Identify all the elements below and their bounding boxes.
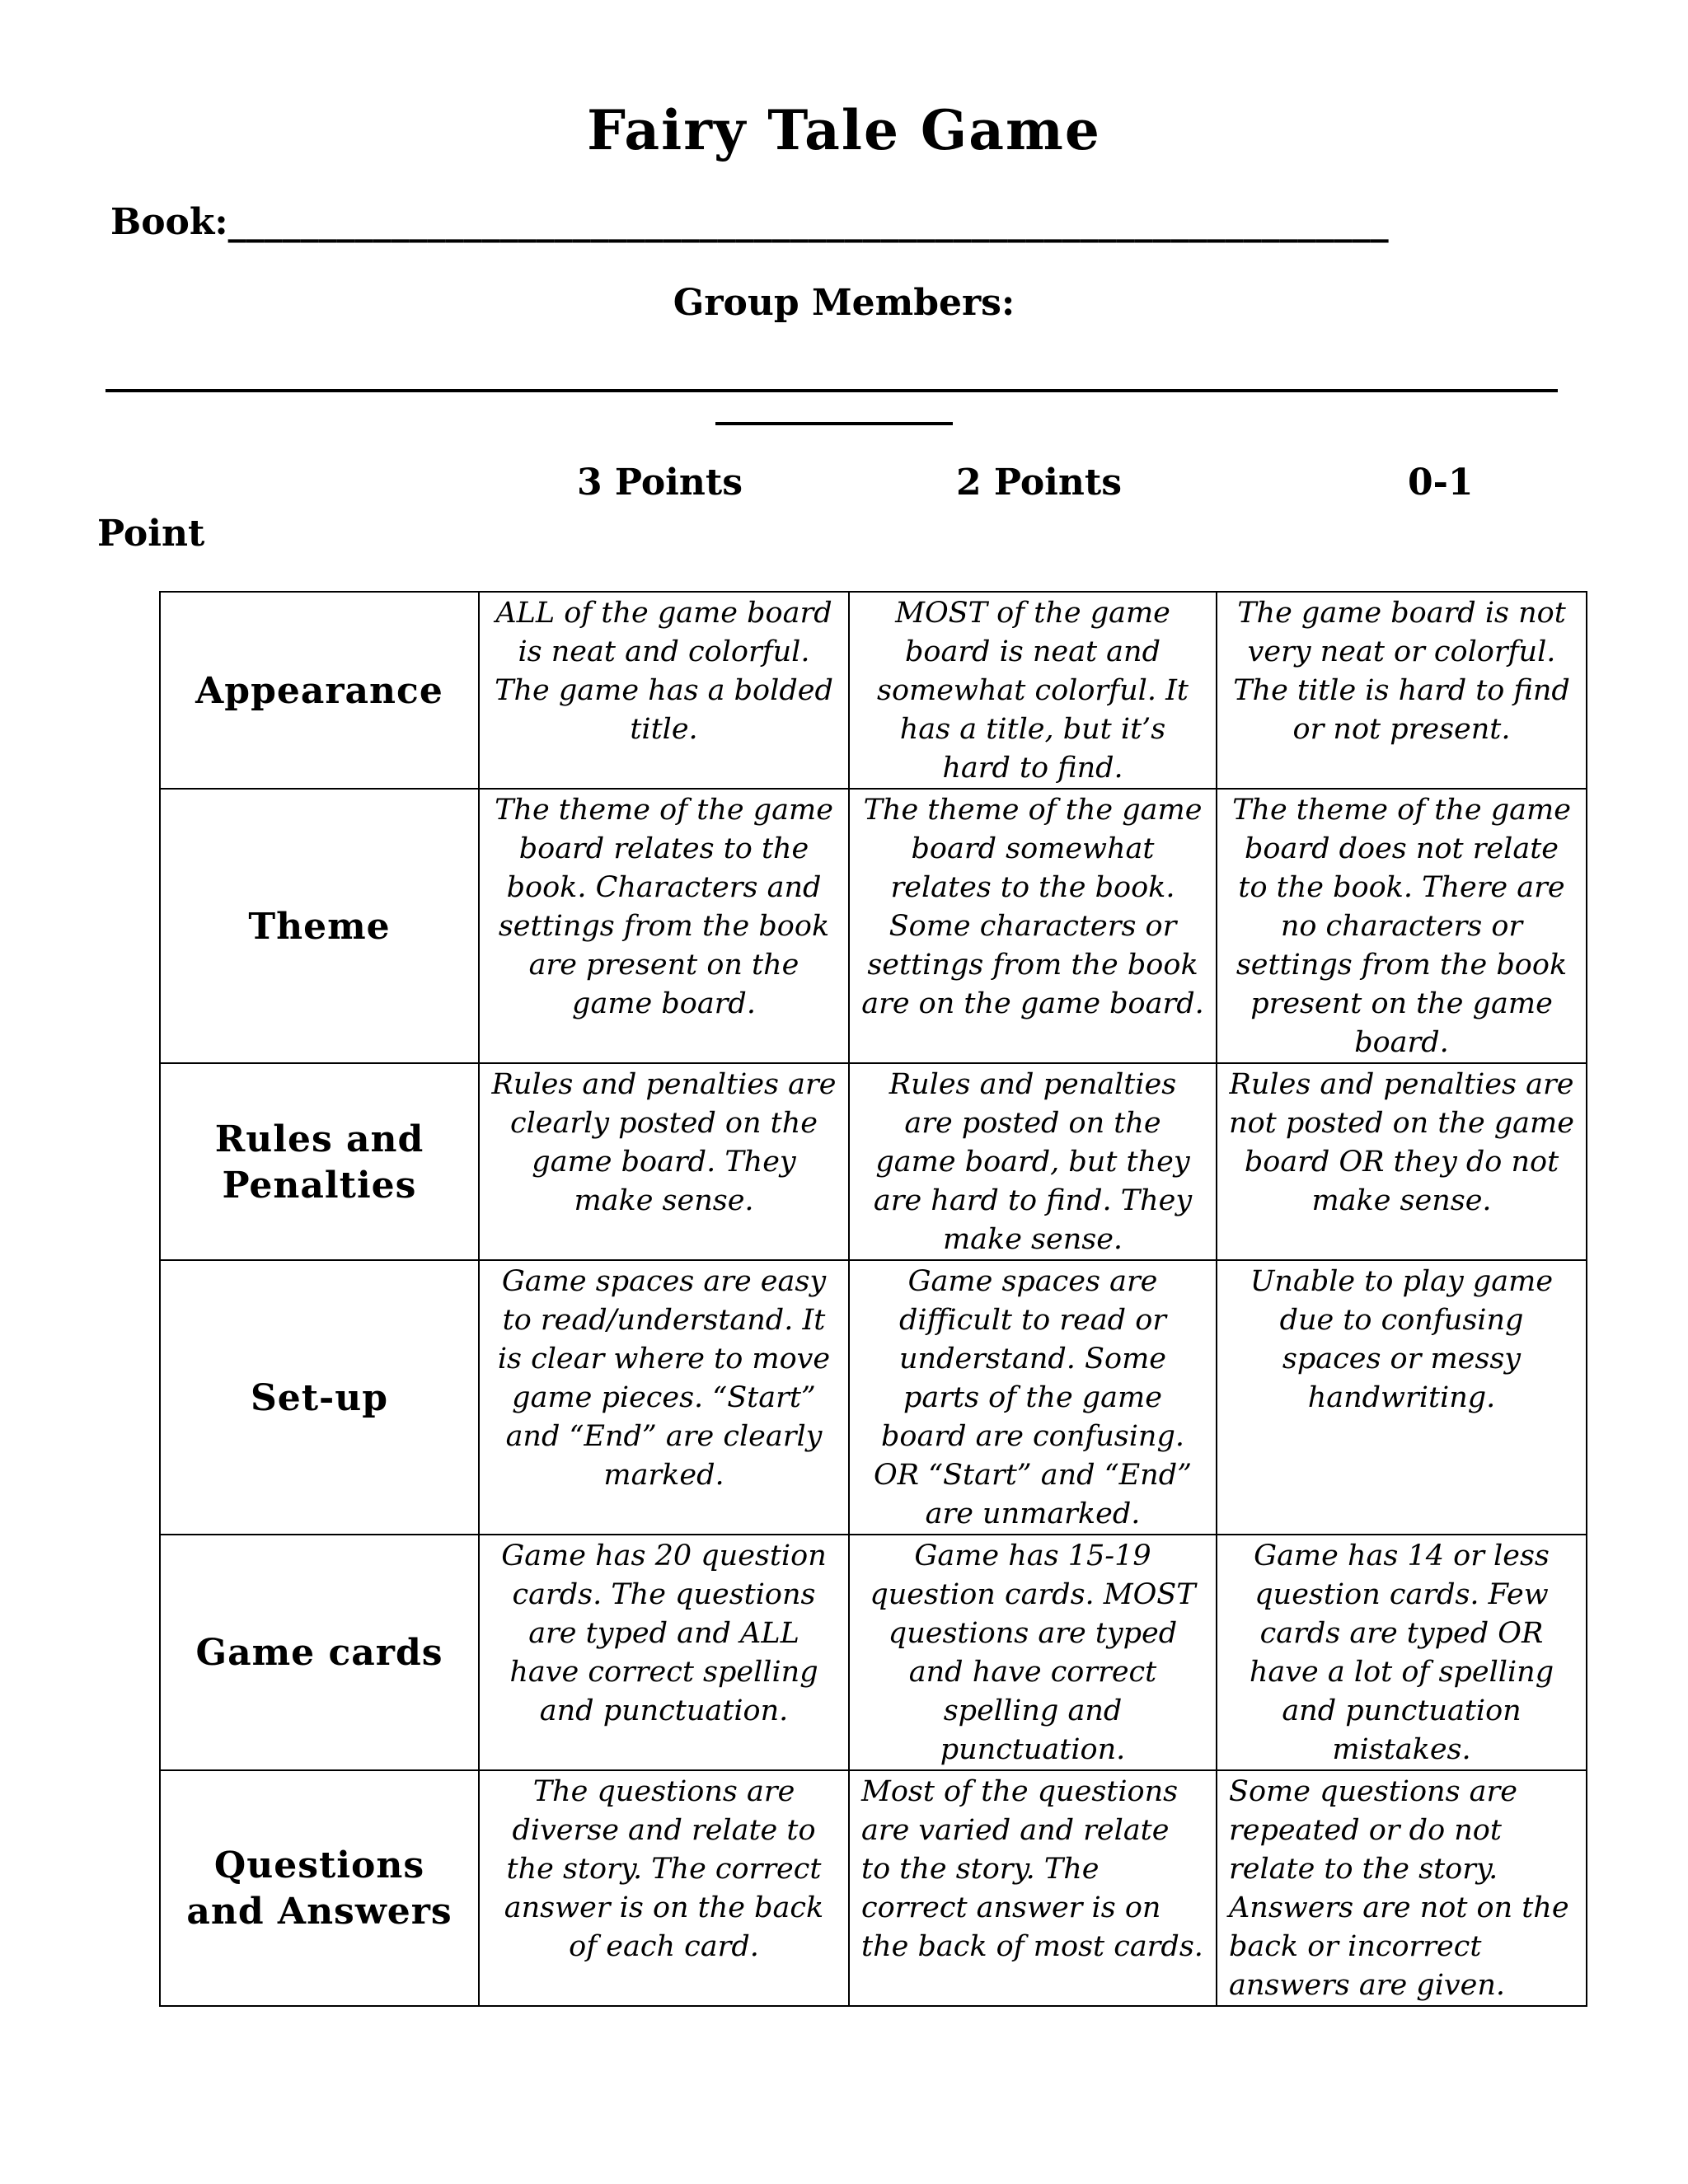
header-point-wrap: Point	[97, 513, 205, 555]
score-3-cell: ALL of the game board is neat and colorful. The game has a bolded title.	[479, 592, 849, 789]
score-2-cell: Rules and penalties are posted on the game board, but they are hard to find. They make sense.	[849, 1063, 1217, 1260]
table-row-questions-and-answers	[160, 1770, 1587, 2006]
score-3-cell: The theme of the game board relates to the book. Characters and settings from the book are present on the game board.	[479, 789, 849, 1063]
score-0-1-cell: The theme of the game board does not relate to the book. There are no characters or settings from the book present on the game board.	[1217, 789, 1587, 1063]
score-3-cell: Game has 20 question cards. The questions are typed and ALL have correct spelling and punctuation.	[479, 1535, 849, 1770]
score-0-1-cell: The game board is not very neat or colorful. The title is hard to find or not present.	[1217, 592, 1587, 789]
score-2-cell: Game spaces are difficult to read or understand. Some parts of the game board are confusing. OR “Start” and “End” are unmarked.	[849, 1260, 1217, 1535]
book-field[interactable]: Book:________________________________________________________________	[110, 201, 1389, 243]
header-0-1-points: 0-1	[1408, 462, 1474, 504]
score-0-1-cell: Some questions are repeated or do not relate to the story. Answers are not on the back or incorrect answers are given.	[1217, 1770, 1587, 2006]
score-3-cell: Rules and penalties are clearly posted on the game board. They make sense.	[479, 1063, 849, 1260]
table-row-rules-and-penalties	[160, 1063, 1587, 1260]
score-0-1-cell: Rules and penalties are not posted on the game board OR they do not make sense.	[1217, 1063, 1587, 1260]
score-2-cell: MOST of the game board is neat and somewhat colorful. It has a title, but it’s hard to find.	[849, 592, 1217, 789]
header-3-points: 3 Points	[577, 462, 743, 504]
header-2-points: 2 Points	[956, 462, 1122, 504]
score-2-cell: Game has 15-19 question cards. MOST questions are typed and have correct spelling and punctuation.	[849, 1535, 1217, 1770]
group-members-line-1[interactable]	[106, 389, 1558, 392]
table-row-theme	[160, 789, 1587, 1063]
group-members-line-2[interactable]	[715, 422, 953, 425]
score-2-cell: The theme of the game board somewhat relates to the book. Some characters or settings from the book are on the game board.	[849, 789, 1217, 1063]
group-members-label: Group Members:	[673, 282, 1015, 324]
criterion-cell: Questions and Answers	[160, 1770, 479, 2006]
table-row-set-up	[160, 1260, 1587, 1535]
score-2-cell: Most of the questions are varied and relate to the story. The correct answer is on the back of most cards.	[849, 1770, 1217, 2006]
rubric-table	[159, 591, 1587, 2007]
score-0-1-cell: Unable to play game due to confusing spaces or messy handwriting.	[1217, 1260, 1587, 1535]
criterion-cell: Rules and Penalties	[160, 1063, 479, 1260]
criterion-cell: Set-up	[160, 1260, 479, 1535]
page-title: Fairy Tale Game	[587, 98, 1101, 162]
score-3-cell: Game spaces are easy to read/understand. It is clear where to move game pieces. “Start” and “End” are clearly marked.	[479, 1260, 849, 1535]
criterion-cell: Appearance	[160, 592, 479, 789]
criterion-cell: Theme	[160, 789, 479, 1063]
criterion-cell: Game cards	[160, 1535, 479, 1770]
table-row-game-cards	[160, 1535, 1587, 1770]
score-3-cell: The questions are diverse and relate to the story. The correct answer is on the back of each card.	[479, 1770, 849, 2006]
table-row-appearance	[160, 592, 1587, 789]
score-0-1-cell: Game has 14 or less question cards. Few cards are typed OR have a lot of spelling and punctuation mistakes.	[1217, 1535, 1587, 1770]
